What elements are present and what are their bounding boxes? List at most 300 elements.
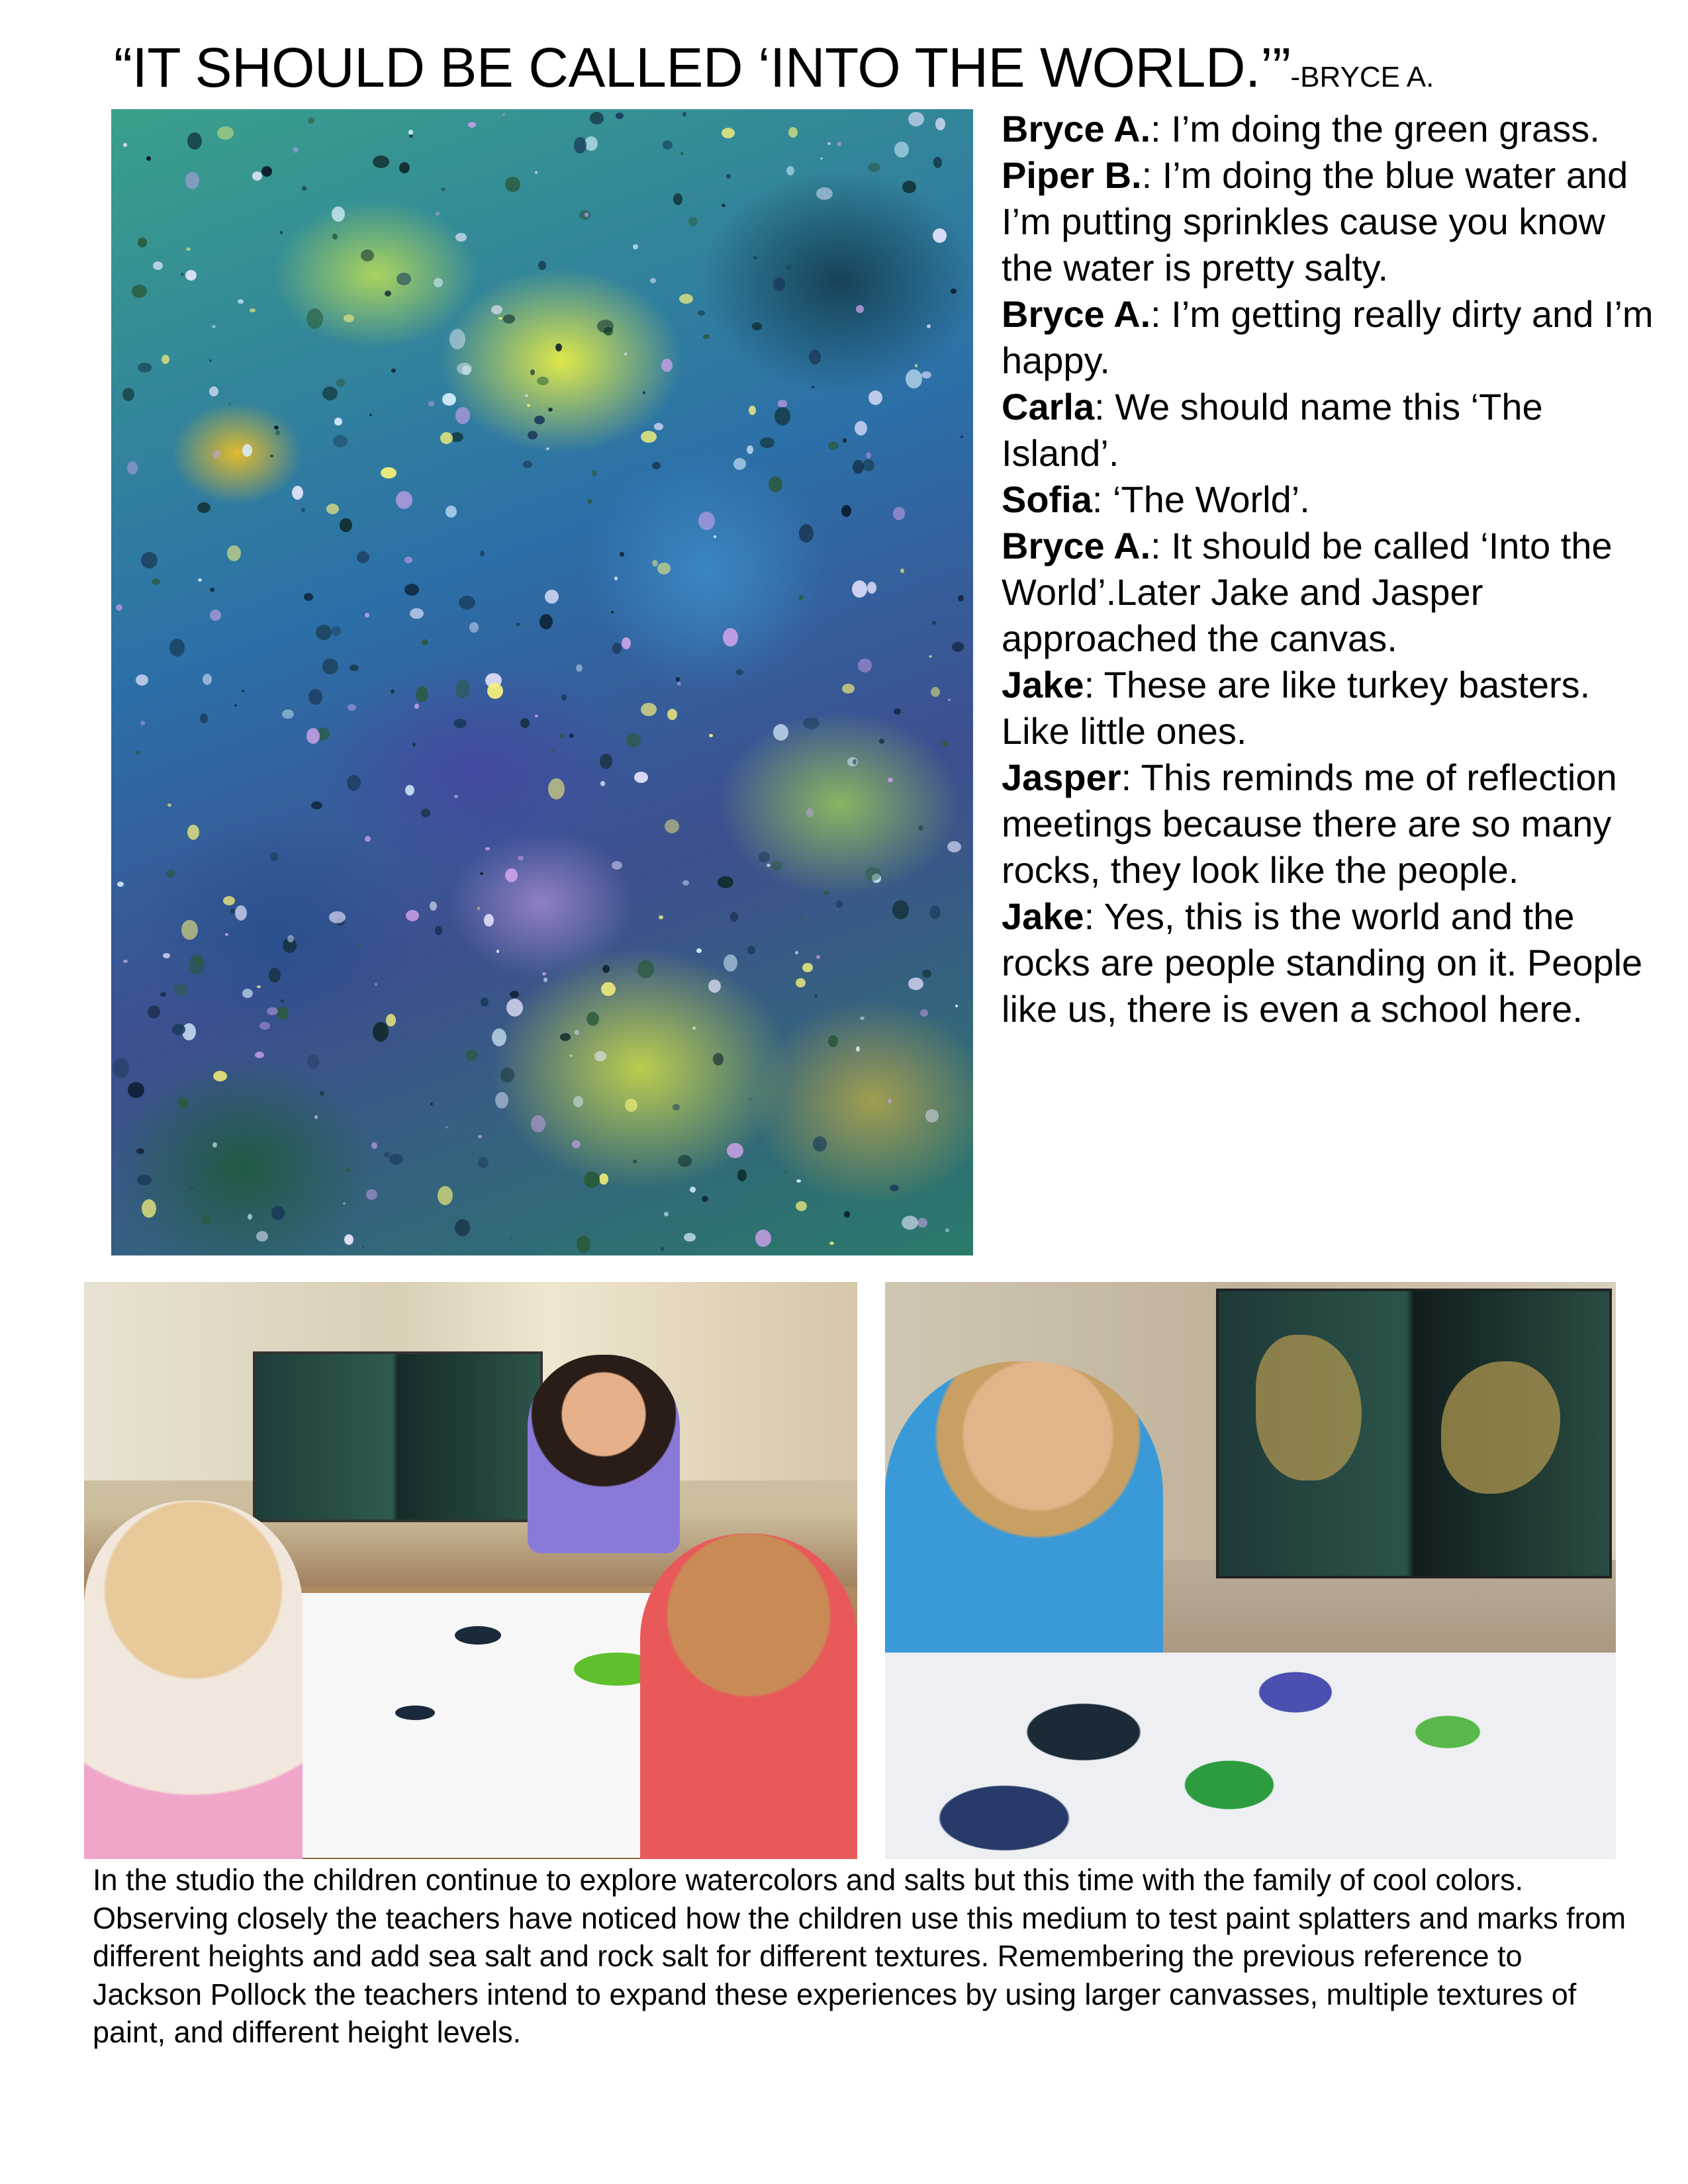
salt-speck	[333, 435, 348, 447]
salt-speck	[409, 134, 413, 138]
salt-speck	[516, 623, 520, 626]
salt-speck	[185, 172, 199, 189]
salt-speck	[673, 1104, 680, 1111]
salt-speck	[117, 882, 124, 887]
salt-speck	[329, 911, 346, 923]
salt-speck	[414, 704, 419, 709]
salt-speck	[641, 703, 657, 716]
salt-speck	[828, 1035, 838, 1047]
salt-speck	[485, 847, 490, 850]
salt-speck	[863, 459, 874, 471]
salt-speck	[624, 353, 627, 355]
salt-speck	[572, 1140, 581, 1148]
salt-speck	[559, 733, 563, 739]
salt-speck	[836, 900, 843, 908]
salt-speck	[436, 212, 440, 216]
salt-speck	[753, 256, 757, 259]
salt-speck	[955, 1005, 958, 1007]
dialogue-text: : We should name this ‘The Island’.	[1002, 386, 1543, 474]
salt-speck	[545, 590, 559, 604]
salt-speck	[827, 142, 831, 145]
salt-speck	[798, 595, 804, 600]
salt-speck	[684, 1233, 696, 1242]
salt-speck	[302, 186, 306, 191]
salt-speck	[678, 1155, 692, 1167]
salt-speck	[326, 504, 339, 514]
salt-speck	[307, 1054, 319, 1069]
salt-speck	[677, 682, 681, 686]
salt-speck	[306, 308, 323, 329]
salt-speck	[217, 126, 234, 140]
salt-speck	[654, 423, 663, 430]
salt-speck	[586, 1012, 599, 1026]
salt-speck	[816, 955, 820, 959]
salt-speck	[375, 983, 377, 986]
salt-speck	[172, 1024, 185, 1035]
salt-speck	[829, 1242, 834, 1245]
salt-speck	[690, 1187, 696, 1193]
salt-speck	[755, 1230, 771, 1247]
salt-speck	[138, 363, 152, 373]
salt-speck	[186, 248, 191, 251]
salt-speck	[465, 1050, 478, 1061]
salt-speck	[576, 664, 583, 672]
salt-speck	[573, 1096, 583, 1107]
salt-speck	[722, 204, 726, 207]
salt-speck	[523, 461, 532, 468]
salt-speck	[332, 206, 345, 222]
salt-speck	[584, 1171, 600, 1188]
dialogue-text: : This reminds me of reflection meetings because there are so many rocks, they look like the people.	[1002, 756, 1617, 891]
salt-speck	[530, 369, 535, 375]
salt-speck	[332, 626, 341, 636]
salt-speck	[343, 1203, 346, 1205]
salt-speck	[314, 1115, 318, 1119]
salt-speck	[468, 122, 476, 128]
salt-speck	[169, 639, 185, 657]
salt-speck	[128, 1082, 144, 1098]
salt-speck	[802, 963, 813, 972]
salt-speck	[853, 460, 864, 474]
salt-speck	[136, 674, 148, 686]
salt-speck	[951, 289, 957, 294]
dialogue-text: : I’m doing the green grass.	[1150, 108, 1600, 150]
salt-speck	[633, 244, 638, 250]
salt-speck	[174, 984, 188, 995]
dialogue-transcript	[1002, 106, 1664, 1032]
salt-speck	[933, 157, 942, 168]
salt-speck	[269, 968, 281, 983]
salt-speck	[893, 507, 905, 520]
salt-speck	[405, 785, 414, 796]
salt-speck	[200, 713, 208, 723]
salt-speck	[811, 386, 815, 388]
reference-book	[253, 1351, 543, 1522]
salt-speck	[866, 452, 871, 459]
salt-speck	[798, 917, 802, 919]
salt-speck	[187, 825, 199, 840]
salt-speck	[600, 781, 605, 786]
salt-speck	[528, 431, 538, 439]
salt-speck	[643, 391, 645, 394]
salt-speck	[136, 1148, 144, 1154]
salt-speck	[122, 388, 134, 401]
dialogue-line	[1002, 662, 1664, 754]
salt-speck	[945, 1228, 949, 1232]
salt-speck	[320, 1091, 324, 1096]
salt-speck	[709, 734, 713, 737]
dialogue-text: : I’m doing the blue water and I’m putting sprinkles cause you know the water is pretty salty.	[1002, 154, 1628, 289]
salt-speck	[481, 997, 489, 1007]
salt-speck	[346, 1168, 350, 1173]
salt-speck	[626, 733, 641, 748]
salt-speck	[242, 989, 253, 998]
child-right	[640, 1533, 857, 1859]
salt-speck	[796, 978, 806, 987]
salt-speck	[293, 147, 299, 153]
salt-speck	[230, 908, 235, 914]
salt-speck	[860, 1017, 865, 1020]
salt-speck	[261, 166, 272, 177]
salt-speck	[250, 308, 256, 312]
salt-speck	[733, 458, 746, 470]
salt-speck	[813, 1136, 827, 1152]
salt-speck	[561, 694, 567, 701]
salt-speck	[469, 622, 479, 633]
salt-speck	[235, 905, 247, 921]
salt-speck	[680, 152, 684, 156]
salt-speck	[842, 684, 855, 694]
salt-speck	[727, 1143, 743, 1158]
salt-speck	[612, 643, 622, 654]
page-title	[114, 34, 1636, 111]
salt-speck	[348, 704, 356, 711]
salt-speck	[399, 162, 410, 173]
salt-speck	[652, 462, 661, 469]
salt-speck	[814, 994, 818, 997]
salt-speck	[256, 1231, 268, 1242]
salt-speck	[915, 364, 917, 367]
dialogue-line	[1002, 291, 1664, 384]
salt-speck	[495, 1092, 508, 1109]
salt-speck	[259, 1022, 270, 1030]
salt-speck	[440, 432, 453, 444]
salt-speck	[455, 407, 470, 424]
salt-speck	[181, 273, 184, 276]
salt-speck	[535, 171, 538, 174]
salt-speck	[116, 604, 122, 611]
salt-speck	[223, 896, 235, 905]
salt-speck	[404, 557, 412, 563]
salt-speck	[661, 1247, 664, 1251]
dialogue-line	[1002, 477, 1664, 523]
salt-speck	[774, 407, 790, 426]
salt-speck	[588, 499, 592, 504]
salt-speck	[531, 1115, 545, 1132]
salt-speck	[435, 926, 442, 935]
salt-speck	[622, 637, 631, 649]
salt-speck	[537, 377, 549, 385]
salt-speck	[736, 669, 743, 675]
salt-speck	[703, 334, 710, 339]
salt-speck	[257, 985, 261, 988]
salt-speck	[702, 1196, 708, 1202]
salt-speck	[718, 876, 733, 888]
dialogue-line	[1002, 893, 1664, 1032]
salt-speck	[366, 1189, 377, 1200]
salt-speck	[434, 278, 443, 287]
salt-speck	[194, 956, 203, 966]
salt-speck	[525, 394, 528, 397]
salt-speck	[664, 1212, 669, 1216]
salt-speck	[633, 1160, 637, 1163]
salt-speck	[659, 915, 663, 919]
salt-speck	[520, 718, 530, 728]
salt-speck	[723, 628, 738, 647]
salt-speck	[336, 379, 345, 387]
salt-speck	[767, 864, 771, 867]
salt-speck	[682, 112, 686, 116]
salt-speck	[931, 687, 940, 697]
salt-speck	[724, 954, 737, 972]
salt-speck	[799, 524, 814, 543]
salt-speck	[445, 506, 457, 518]
speaker-name: Bryce A.	[1002, 525, 1151, 567]
title-quote: “IT SHOULD BE CALLED ‘INTO THE WORLD.’”	[114, 36, 1291, 99]
salt-speck	[661, 359, 673, 372]
salt-speck	[856, 1046, 860, 1052]
salt-speck	[906, 369, 922, 388]
salt-speck	[365, 613, 369, 617]
salt-speck	[555, 343, 562, 351]
salt-speck	[442, 393, 456, 406]
salt-speck	[430, 901, 437, 911]
salt-speck	[892, 900, 909, 919]
salt-speck	[322, 659, 338, 674]
salt-speck	[730, 912, 738, 922]
salt-speck	[538, 261, 546, 270]
salt-speck	[922, 970, 931, 978]
salt-speck	[282, 709, 294, 719]
salt-speck	[478, 1157, 489, 1168]
speaker-name: Sofia	[1002, 478, 1092, 520]
salt-speck	[227, 545, 241, 561]
salt-speck	[280, 231, 283, 234]
dialogue-text: : These are like turkey basters. Like little ones.	[1002, 664, 1591, 752]
salt-speck	[828, 441, 839, 450]
salt-speck	[600, 754, 612, 769]
salt-speck	[137, 1175, 152, 1185]
salt-speck	[308, 117, 314, 124]
salt-speck	[477, 907, 480, 910]
salt-speck	[585, 136, 598, 151]
salt-speck	[277, 1007, 289, 1020]
salt-speck	[894, 142, 909, 158]
salt-speck	[601, 982, 616, 996]
salt-speck	[212, 325, 216, 328]
salt-speck	[908, 112, 924, 126]
salt-speck	[162, 355, 169, 364]
salt-speck	[679, 294, 693, 304]
salt-speck	[449, 329, 465, 349]
salt-speck	[795, 951, 798, 954]
salt-speck	[163, 953, 170, 958]
salt-speck	[480, 551, 485, 557]
salt-speck	[505, 868, 518, 882]
dialogue-text: : It should be called ‘Into the World’.Later Jake and Jasper approached the canvas.	[1002, 525, 1613, 659]
salt-speck	[747, 946, 755, 954]
salt-speck	[894, 708, 901, 715]
salt-speck	[552, 749, 555, 751]
salt-speck	[142, 1199, 156, 1218]
salt-speck	[365, 836, 371, 842]
salt-speck	[203, 674, 212, 685]
salt-speck	[287, 935, 294, 942]
salt-speck	[397, 273, 411, 285]
salt-speck	[920, 1009, 928, 1017]
salt-speck	[389, 1154, 403, 1165]
salt-speck	[212, 450, 220, 459]
salt-speck	[773, 277, 785, 291]
salt-speck	[506, 999, 523, 1017]
salt-speck	[177, 1097, 189, 1109]
salt-speck	[852, 580, 867, 598]
salt-speck	[788, 127, 798, 138]
salt-speck	[123, 960, 128, 963]
salt-speck	[855, 421, 867, 435]
salt-speck	[270, 852, 278, 861]
salt-speck	[947, 841, 961, 852]
salt-speck	[306, 728, 320, 744]
salt-speck	[941, 741, 950, 747]
salt-speck	[453, 719, 467, 728]
salt-speck	[535, 715, 538, 717]
salt-speck	[543, 978, 547, 982]
dialogue-text: : Yes, this is the world and the rocks are people standing on it. People like us, there is even a school here.	[1002, 895, 1643, 1030]
salt-speck	[769, 477, 782, 492]
salt-speck	[136, 751, 140, 754]
salt-speck	[927, 324, 931, 328]
salt-speck	[698, 512, 715, 530]
salt-speck	[421, 809, 430, 817]
salt-speck	[455, 233, 467, 242]
salt-speck	[752, 322, 762, 330]
salt-speck	[406, 910, 419, 921]
salt-speck	[146, 156, 151, 161]
salt-speck	[771, 861, 782, 870]
salt-speck	[682, 880, 689, 886]
salt-speck	[917, 1218, 927, 1228]
salt-speck	[187, 132, 202, 150]
salt-speck	[255, 1052, 264, 1058]
salt-speck	[867, 582, 876, 594]
salt-speck	[347, 775, 361, 791]
salt-speck	[737, 1169, 747, 1181]
splattered-canvas	[885, 1653, 1616, 1859]
salt-speck	[123, 143, 127, 147]
salt-speck	[496, 950, 499, 953]
salt-speck	[478, 1135, 482, 1138]
salt-speck	[577, 1236, 590, 1253]
caption-paragraph: In the studio the children continue to explore watercolors and salts but this time with the family of cool colors. Observing closely the teachers have noticed how the children use this medium to test paint splatters and marks from different heights and add sea salt and rock salt for different textures. Remembering the previous reference to Jackson Pollock the teachers intend to expand these experiences by using larger canvasses, multiple textures of paint, and different height levels.	[93, 1863, 1626, 2049]
salt-speck	[673, 193, 682, 205]
salt-speck	[181, 920, 198, 940]
salt-speck	[340, 518, 352, 532]
salt-speck	[696, 948, 702, 953]
speaker-name: Jake	[1002, 895, 1084, 937]
salt-speck	[614, 576, 618, 580]
salt-speck	[371, 1142, 377, 1149]
salt-speck	[929, 905, 941, 919]
salt-speck	[487, 683, 503, 699]
salt-speck	[498, 317, 502, 320]
salt-speck	[853, 759, 857, 764]
salt-speck	[267, 1007, 278, 1015]
salt-speck	[234, 704, 237, 707]
salt-speck	[820, 158, 823, 159]
salt-speck	[140, 721, 145, 725]
salt-speck	[248, 1214, 252, 1220]
salt-speck	[961, 435, 963, 438]
salt-speck	[430, 1103, 433, 1105]
salt-speck	[373, 156, 389, 168]
salt-speck	[361, 250, 374, 261]
salt-speck	[271, 1206, 285, 1220]
salt-speck	[929, 655, 932, 658]
salt-speck	[410, 608, 424, 619]
salt-speck	[534, 416, 545, 424]
salt-speck	[858, 659, 872, 672]
salt-speck	[308, 689, 322, 705]
salt-speck	[841, 505, 851, 517]
salt-speck	[484, 914, 494, 927]
salt-speck	[958, 595, 964, 602]
speaker-name: Bryce A.	[1002, 293, 1151, 335]
salt-speck	[726, 174, 731, 179]
dialogue-line	[1002, 106, 1664, 152]
salt-speck	[332, 234, 338, 240]
salt-speck	[350, 664, 359, 671]
salt-speck	[868, 390, 882, 405]
salt-speck	[270, 455, 273, 457]
salt-speck	[611, 611, 614, 614]
salt-speck	[505, 177, 520, 192]
salt-speck	[301, 508, 305, 512]
salt-speck	[316, 625, 332, 640]
speaker-name: Bryce A.	[1002, 108, 1151, 150]
salt-speck	[148, 1005, 160, 1019]
salt-speck	[688, 217, 698, 226]
salt-speck	[620, 552, 624, 557]
dialogue-line	[1002, 523, 1664, 662]
salt-speck	[816, 187, 833, 200]
speaker-name: Carla	[1002, 386, 1095, 428]
salt-speck	[127, 461, 138, 475]
salt-speck	[546, 447, 549, 450]
salt-speck	[510, 991, 519, 998]
salt-speck	[560, 1033, 571, 1041]
salt-speck	[160, 992, 166, 997]
salt-speck	[213, 1071, 227, 1081]
speaker-name: Jake	[1002, 664, 1084, 705]
salt-speck	[652, 560, 658, 567]
dialogue-line	[1002, 152, 1664, 291]
salt-speck	[356, 944, 359, 947]
salt-speck	[625, 1099, 637, 1112]
salt-speck	[747, 445, 753, 454]
salt-speck	[391, 369, 396, 373]
salt-speck	[404, 584, 419, 596]
